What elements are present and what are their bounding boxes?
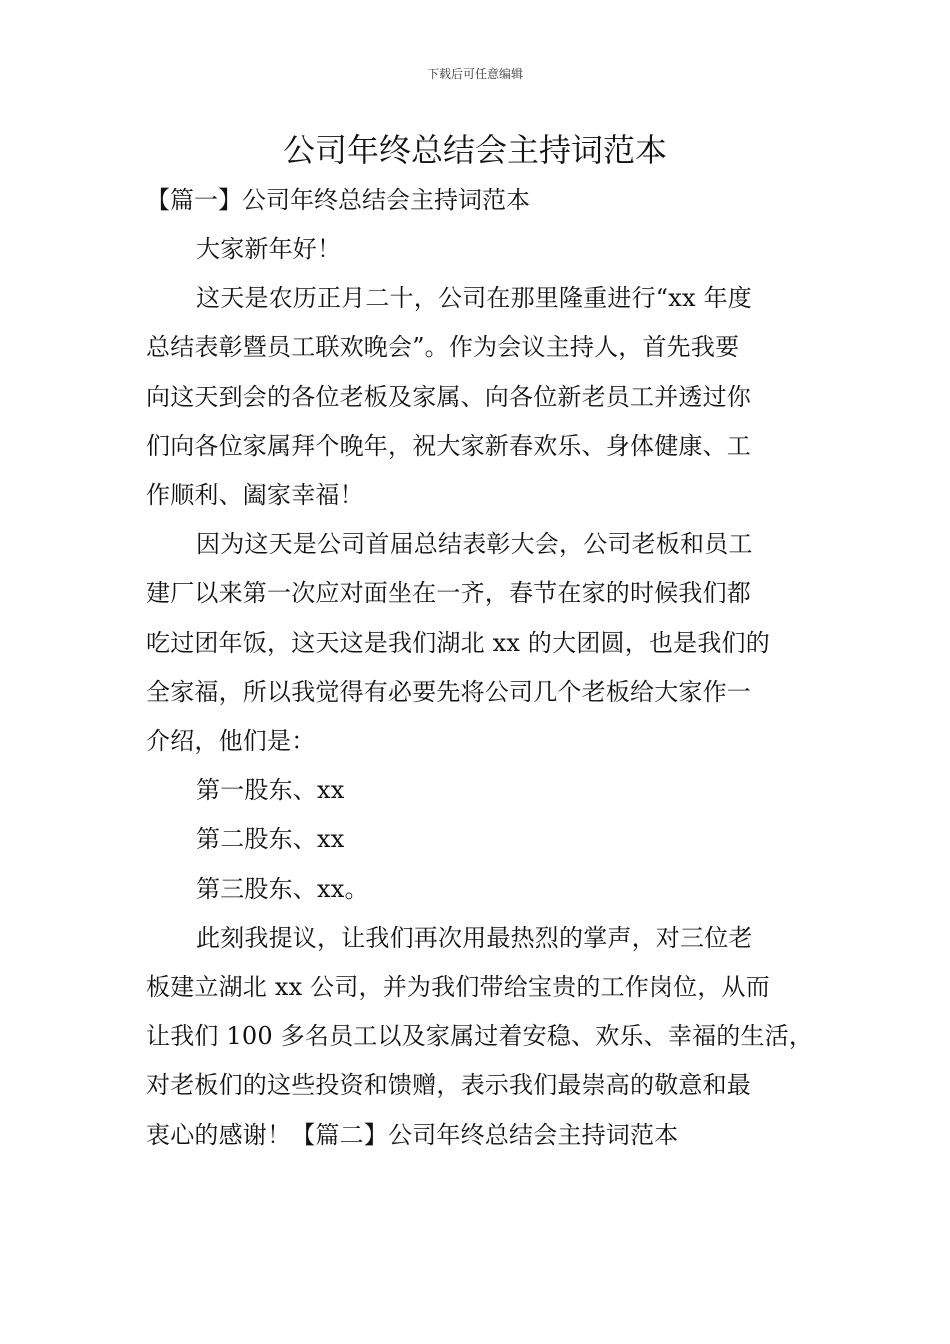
paragraph-opening	[146, 274, 828, 520]
paragraph-greeting	[146, 225, 828, 274]
text-line: 作顺利、阖家幸福！	[146, 481, 364, 510]
section-heading: 【篇一】公司年终总结会主持词范本	[146, 186, 530, 214]
text-line: 这天是农历正月二十，公司在那里隆重进行“xx 年度	[196, 284, 752, 313]
text-line: 对老板们的这些投资和馈赠，表示我们最崇高的敬意和最	[146, 1071, 751, 1100]
text-line: 介绍，他们是：	[146, 727, 316, 756]
text-line: 全家福，所以我觉得有必要先将公司几个老板给大家作一	[146, 677, 751, 706]
text-line: 板建立湖北 xx 公司，并为我们带给宝贵的工作岗位，从而	[146, 973, 770, 1002]
text-line: 大家新年好！	[196, 235, 342, 263]
text-line: 第三股东、xx。	[196, 874, 369, 903]
text-line: 总结表彰暨员工联欢晚会”。作为会议主持人，首先我要	[146, 333, 740, 362]
paragraph-shareholder-3	[146, 865, 828, 914]
text-line: 此刻我提议，让我们再次用最热烈的掌声，对三位老	[196, 923, 753, 952]
text-line: 吃过团年饭，这天这是我们湖北 xx 的大团圆，也是我们的	[146, 628, 770, 657]
document-title: 公司年终总结会主持词范本	[282, 131, 667, 169]
text-line: 第二股东、xx	[196, 825, 345, 854]
paragraph-shareholder-1	[146, 766, 828, 815]
text-line: 衷心的感谢！【篇二】公司年终总结会主持词范本	[146, 1120, 679, 1149]
page-header-note: 下载后可任意编辑	[426, 67, 523, 81]
text-line: 让我们 100 多名员工以及家属过着安稳、欢乐、幸福的生活，	[146, 1022, 814, 1051]
paragraph-thanks	[146, 914, 828, 1160]
text-line: 们向各位家属拜个晚年，祝大家新春欢乐、身体健康、工	[146, 431, 751, 460]
document-body	[146, 225, 828, 1160]
paragraph-shareholder-2	[146, 815, 828, 864]
text-line: 第一股东、xx	[196, 776, 345, 805]
text-line: 向这天到会的各位老板及家属、向各位新老员工并透过你	[146, 382, 751, 411]
text-line: 因为这天是公司首届总结表彰大会，公司老板和员工	[196, 530, 753, 559]
text-line: 建厂以来第一次应对面坐在一齐，春节在家的时候我们都	[146, 579, 751, 608]
paragraph-introduction	[146, 520, 828, 766]
